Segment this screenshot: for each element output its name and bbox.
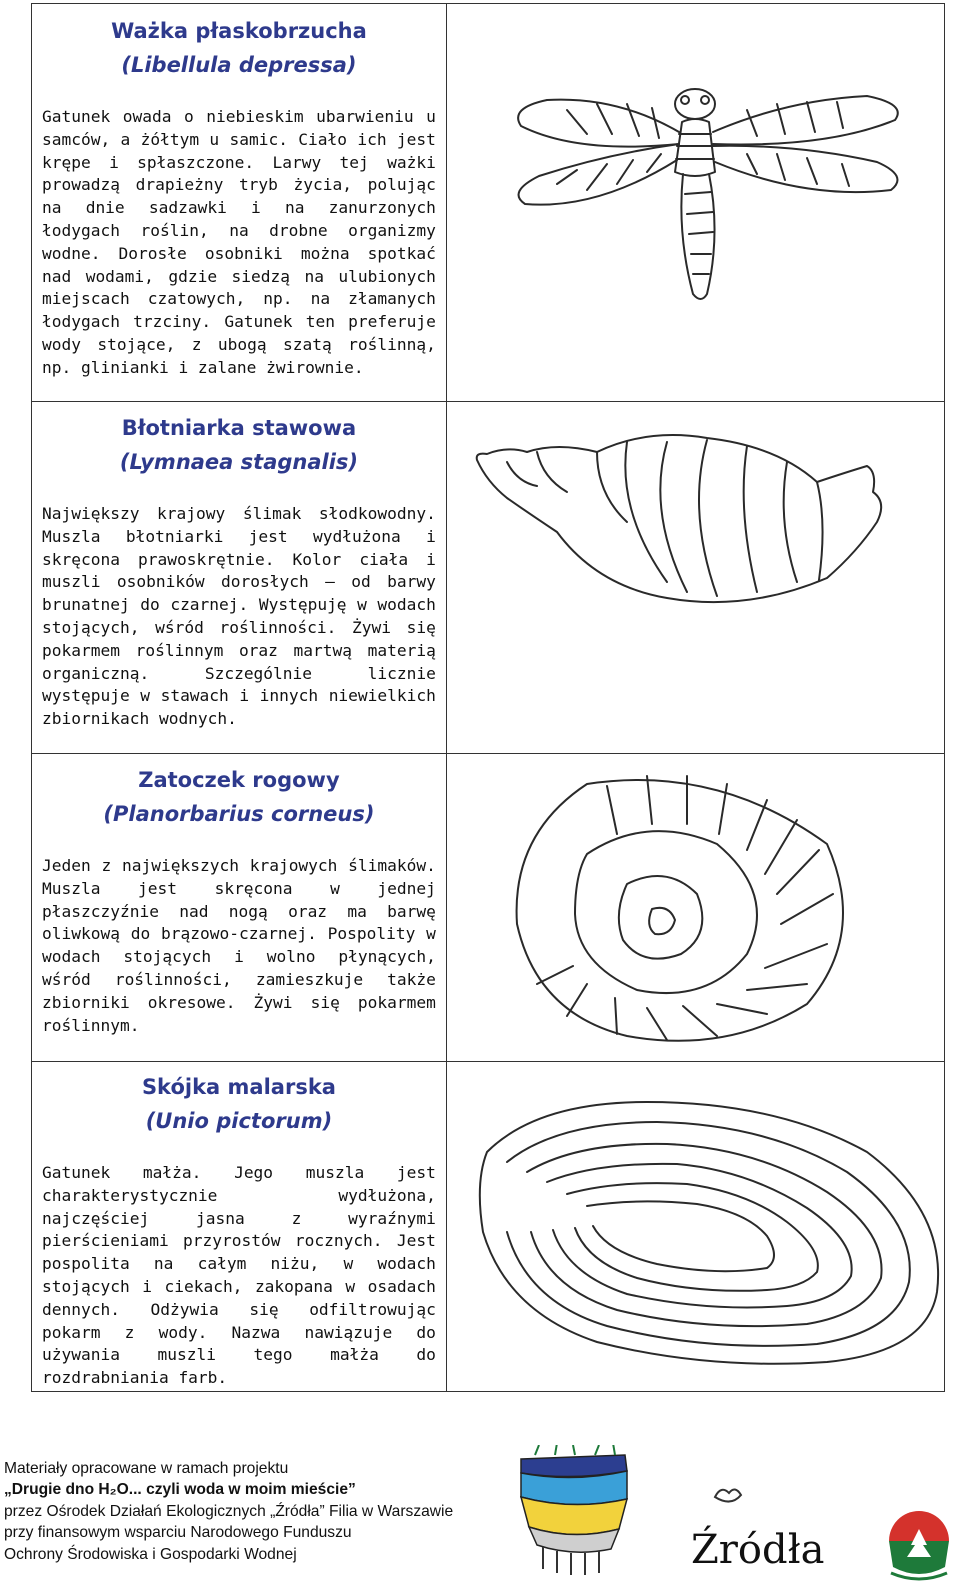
species-table	[31, 3, 945, 1392]
text-cell	[32, 1062, 447, 1392]
dragonfly-drawing	[447, 4, 958, 402]
painters-mussel-drawing	[447, 1062, 958, 1392]
species-latin-name: (Planorbarius corneus)	[103, 802, 375, 826]
nfosigw-logo	[883, 1493, 955, 1585]
logo-wordmark: Źródła	[691, 1527, 825, 1573]
section-dragonfly	[32, 4, 945, 402]
text-cell	[32, 754, 447, 1062]
species-latin-name: (Unio pictorum)	[145, 1109, 333, 1133]
species-description: Gatunek małża. Jego muszla jest charakterystycznie wydłużona, najczęściej jasna z wyraźnymi pierścieniami przyrostów rocznych. Jest pospolita na całym niżu, w wodach stojących i ciekach, zakopana w osadach dennych. Odżywia się odfiltrowując pokarm z wody. Nazwa nawiązuje do używania muszli tego małża do rozdrabniania farb.	[42, 1163, 436, 1388]
text-cell	[32, 402, 447, 754]
dragonfly-illustration	[446, 4, 944, 402]
species-description: Jeden z największych krajowych ślimaków. Muszla jest skręcona w jednej płaszczyźnie nad nogą oraz ma barwę oliwkową do brązowo-czarnej. Pospolity w wodach stojących i wolno płynących, wśród roślinności, zamieszkuje także zbiorniki okresowe. Żywi się pokarmem roślinnym.	[42, 856, 436, 1035]
species-title: Błotniarka stawowa	[121, 416, 357, 440]
footer-credits	[4, 1458, 453, 1565]
species-title: Ważka płaskobrzucha	[111, 19, 367, 43]
section-ramshorn-snail	[32, 754, 945, 1062]
section-pond-snail	[32, 402, 945, 754]
painters-mussel-illustration	[446, 1062, 944, 1392]
ramshorn-snail-drawing	[447, 754, 958, 1062]
pond-snail-drawing	[447, 402, 958, 754]
species-description: Największy krajowy ślimak słodkowodny. Muszla błotniarki jest wydłużona i skręcona prawoskrętnie. Kolor ciała i muszli osobników dorosłych – od barwy brunatnej do czarnej. Występuję w wodach stojących, wśród roślinności. Żywi się pokarmem roślinnym oraz martwą materią organiczną. Szczególnie licznie występuje w stawach i innych niewielkich zbiornikach wodnych.	[42, 504, 436, 729]
pond-snail-illustration	[446, 402, 944, 754]
section-painters-mussel	[32, 1062, 945, 1392]
footer-project-title: „Drugie dno H₂O... czyli woda w moim mieście”	[4, 1481, 356, 1499]
footer-line: przez Ośrodek Działań Ekologicznych „Źródła” Filia w Warszawie	[4, 1502, 454, 1520]
species-description: Gatunek owada o niebieskim ubarwieniu u samców, a żółtym u samic. Ciało ich jest krępe i spłaszczone. Larwy tej ważki prowadzą drapieżny tryb życia, polując na dnie sadzawki i na zanurzonych łodygach roślin, na drobne organizmy wodne. Dorosłe osobniki można spotkać nad wodami, gdzie siedzą na ulubionych miejscach czatowych, np. na złamanych łodygach trzciny. Gatunek ten preferuje wody stojące, z ubogą szatą roślinną, np. glinianki i zalane żwirownie.	[42, 107, 436, 377]
ramshorn-snail-illustration	[446, 754, 944, 1062]
species-latin-name: (Lymnaea stagnalis)	[119, 450, 359, 474]
species-title: Skójka malarska	[141, 1075, 336, 1099]
zrodla-logo	[515, 1445, 855, 1585]
footer-line: Ochrony Środowiska i Gospodarki Wodnej	[4, 1545, 297, 1563]
footer-line: przy finansowym wsparciu Narodowego Funduszu	[4, 1524, 352, 1542]
footer-line: Materiały opracowane w ramach projektu	[4, 1460, 289, 1477]
text-cell	[32, 4, 447, 402]
species-latin-name: (Libellula depressa)	[121, 53, 357, 77]
species-title: Zatoczek rogowy	[138, 768, 340, 792]
